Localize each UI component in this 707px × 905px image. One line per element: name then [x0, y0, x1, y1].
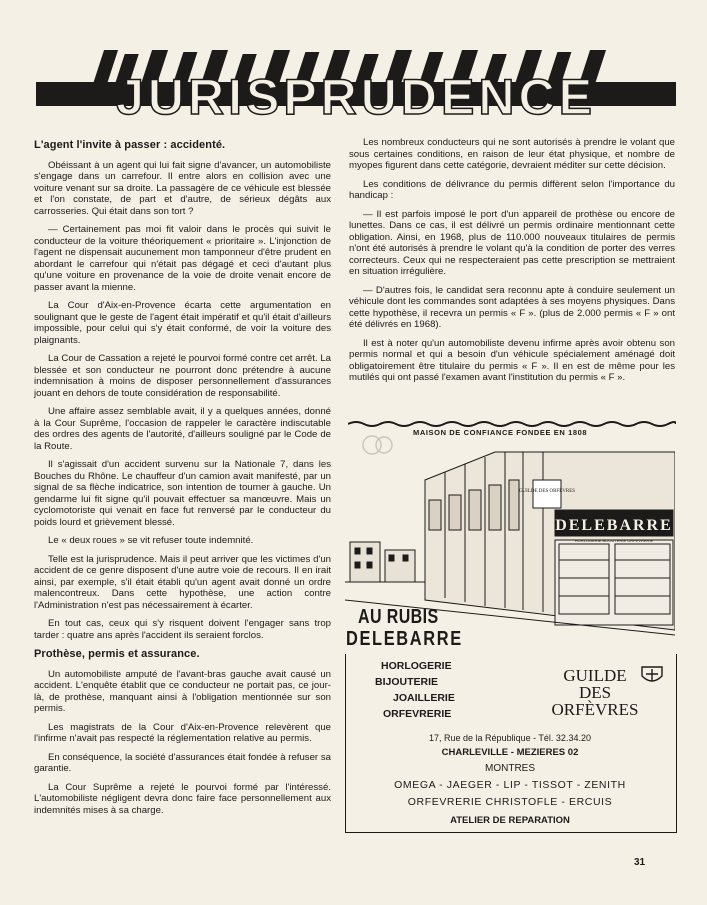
paragraph: Les conditions de délivrance du permis diffèrent selon l'importance du handicap : — [349, 178, 675, 201]
list-item: JOAILLERIE — [393, 692, 455, 704]
paragraph: En tout cas, ceux qui s'y risquent doivent l'engager sans trop tarder : quatre ans après l'accident ils seraient forclos. — [34, 618, 331, 641]
watch-brands: OMEGA - JAEGER - LIP - TISSOT - ZENITH — [394, 779, 626, 791]
shop-address: 17, Rue de la République - Tél. 32.34.20 — [429, 733, 591, 743]
svg-text:JURISPRUDENCE: JURISPRUDENCE — [116, 69, 596, 125]
shop-city: CHARLEVILLE - MEZIERES 02 — [441, 747, 579, 758]
svg-text:HORLOGERIE BIJOUTERIE ORFEVRER: HORLOGERIE BIJOUTERIE ORFEVRERIE — [574, 538, 654, 543]
paragraph: Il s'agissait d'un accident survenu sur la Nationale 7, dans les Bouches du Rhône. Le chauffeur d'un camion avait manifesté, par un signal de sa flèche indicatrice, son intention de tourner à gauche. Un gendarme lui fit signe qu'il pouvait effectuer sa manœuvre. Mais un cyclomotoriste qui venait en face fut renversé par le conducteur du poids lourd et grièvement blessé. — [34, 459, 331, 528]
list-item: ORFEVRERIE — [383, 708, 452, 720]
trades-list — [369, 658, 455, 722]
paragraph: La Cour Suprême a rejeté le pourvoi formé par l'intéressé. L'automobiliste négligent devra donc faire face personnellement aux indemnités mises à sa charge. — [34, 781, 331, 816]
page-number: 31 — [634, 857, 646, 868]
paragraph: Les nombreux conducteurs qui ne sont autorisés à prendre le volant que sous certaines conditions, en raison de leur état physique, et nombre de myopes figurent dans cette catégorie, devraient méditer sur cette décision. — [349, 137, 675, 171]
paragraph: Les magistrats de la Cour d'Aix-en-Provence relevèrent que l'infirme n'avait pas respecté la réglementation relative au permis. — [34, 721, 331, 744]
advert-top-rule — [348, 420, 676, 428]
article-heading: L'agent l'invite à passer : accidenté. — [34, 139, 226, 151]
paragraph: — D'autres fois, le candidat sera reconnu apte à conduire seulement un véhicule dont les commandes sont adaptées à ses moyens physiques. Dans cette hypothèse, il recevra un permis « F ». (plus de 2.000 permis « F » ont été délivrés en 1968). — [349, 284, 675, 330]
right-column — [349, 137, 675, 391]
paragraph: Le « deux roues » se vit refuser toute indemnité. — [48, 535, 254, 546]
guilde-des-orfevres-logo: GUILDE DES ORFÈVRES — [551, 666, 639, 719]
paragraph: En conséquence, la société d'assurances était fondée à refuser sa garantie. — [34, 751, 331, 774]
paragraph: — Certainement pas moi fit valoir dans le procès qui suivit le conducteur de la voiture théoriquement « prioritaire ». L'injonction de l'agent ne dispensait aucunement mon tamponneur d'être prudent en abordant le carrefour qui n'était pas dégagé et ceci d'autant plus qu'une voiture en provenance de la voie de droite venait encore de passer avant la mienne. — [34, 224, 331, 293]
paragraph: Un automobiliste amputé de l'avant-bras gauche avait causé un accident. L'enquête établit que ce conducteur ne portait pas, ce jour-là, de prothèse, manquant ainsi à l'obligation mentionnée sur son permis. — [34, 668, 331, 714]
paragraph: Une affaire assez semblable avait, il y a quelques années, donné à la Cour Suprême, l'occasion de rappeler le caractère indiscutable des ordres des agents de l'autorité, d'ailleurs souligné par le Code de la Route. — [34, 406, 331, 452]
list-item: BIJOUTERIE — [375, 676, 439, 688]
silverware-brands: ORFEVRERIE CHRISTOFLE - ERCUIS — [407, 796, 613, 808]
masthead-title — [36, 44, 676, 126]
advert-tagline: MAISON DE CONFIANCE FONDEE EN 1808 — [413, 428, 588, 437]
list-item: HORLOGERIE — [381, 660, 452, 672]
paragraph: Obéissant à un agent qui lui fait signe d'avancer, un automobiliste s'engage dans un carrefour. Il entre alors en collision avec une voiture venant sur sa droite. La passagère de ce véhicule est blessée et l'on constate, de part et d'autre, de sérieux dégâts aux carrosseries. Qui était dans son tort ? — [34, 159, 331, 217]
brand-name-line2: DELEBARRE — [346, 628, 463, 650]
paragraph: Telle est la jurisprudence. Mais il peut arriver que les victimes d'un accident de ce genre disposent d'une autre voie de recours. Il en irait ainsi, par exemple, s'il était établi qu'un agent avait donné un ordre malencontreux. Dans cette hypothèse, une action contre l'Administration n'est pas nécessairement à écarter. — [34, 553, 331, 611]
paragraph: — Il est parfois imposé le port d'un appareil de prothèse ou encore de lunettes. Dans ce cas, il est délivré un permis ordinaire mentionnant cette obligation. Ainsi, en 1968, plus de 110.000 nouveaux titulaires de permis n'ont été autorisés à prendre le volant qu'à la condition de porter des verres correcteurs. Ceux qui ne respecteraient pas cette prescription se mettraient en situation irrégulière. — [349, 208, 675, 277]
brand-name-line1: AU RUBIS — [358, 606, 439, 628]
svg-text:GUILDE DES ORFÈVRES: GUILDE DES ORFÈVRES — [518, 489, 576, 494]
crest-icon — [638, 664, 666, 686]
article-heading: Prothèse, permis et assurance. — [34, 648, 200, 660]
paragraph: Il est à noter qu'un automobiliste devenu infirme après avoir obtenu son permis normal et qui a besoin d'un véhicule spécialement aménagé doit obligatoirement être titulaire du permis « F ». Il en est de même pour les mutilés qui ont passé l'examen avant l'institution du permis « F ». — [349, 337, 675, 383]
watches-heading: MONTRES — [485, 763, 535, 774]
svg-text:DELEBARRE: DELEBARRE — [555, 517, 673, 534]
repair-workshop: ATELIER DE REPARATION — [450, 815, 570, 826]
paragraph: La Cour d'Aix-en-Provence écarta cette argumentation en soulignant que le geste de l'agent était impératif et qu'il était d'ailleurs impossible, pour celui qui s'y était conformé, de voir la voiture des plaignants. — [34, 300, 331, 346]
left-column — [34, 140, 331, 823]
paragraph: La Cour de Cassation a rejeté le pourvoi formé contre cet arrêt. La blessée et son conducteur ne pourront donc prétendre à aucune indemnisation à moins de disposer personnellement d'assurances jouant en dehors de toute considération de responsabilité. — [34, 353, 331, 399]
